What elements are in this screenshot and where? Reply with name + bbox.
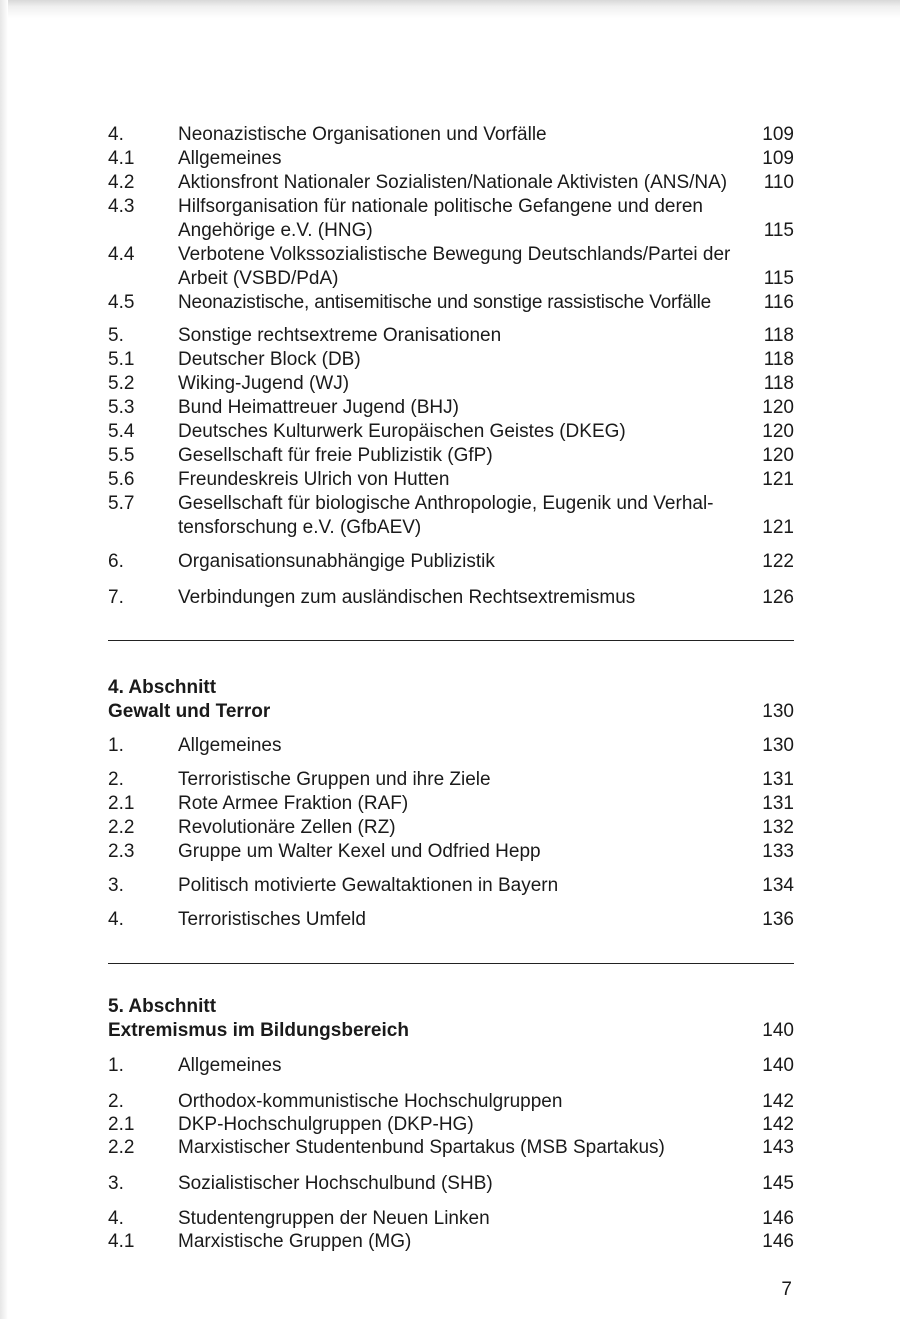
- entry-page: 120: [762, 445, 794, 466]
- entry-page: 145: [762, 1173, 794, 1194]
- entry-number: 2.1: [108, 1114, 135, 1135]
- entry-title: Allgemeines: [178, 1055, 282, 1076]
- entry-number: 4.3: [108, 196, 135, 217]
- entry-title: Neonazistische Organisationen und Vorfälle: [178, 124, 547, 145]
- entry-title: Freundeskreis Ulrich von Hutten: [178, 469, 450, 490]
- entry-title: Rote Armee Fraktion (RAF): [178, 793, 409, 814]
- entry-number: 5.: [108, 325, 124, 346]
- entry-title: Allgemeines: [178, 148, 282, 169]
- entry-number: 4.1: [108, 148, 135, 169]
- section-label-text: 5. Abschnitt: [108, 996, 217, 1017]
- entry-page: 143: [762, 1137, 794, 1158]
- entry-number: 5.2: [108, 373, 135, 394]
- entry-title: Neonazistische, antisemitische und sonstige rassistische Vorfälle: [178, 292, 711, 313]
- entry-page: 120: [762, 421, 794, 442]
- entry-page: 116: [763, 292, 794, 313]
- entry-title: Revolutionäre Zellen (RZ): [178, 817, 396, 838]
- entry-page: 140: [762, 1055, 794, 1076]
- entry-title: Organisationsunabhängige Publizistik: [178, 551, 495, 572]
- entry-number: 4.1: [108, 1231, 135, 1252]
- entry-title: Deutsches Kulturwerk Europäischen Geistes (DKEG): [178, 421, 626, 442]
- entry-page: 109: [762, 124, 794, 145]
- scan-edge-shadow: [0, 0, 900, 18]
- entry-number: 4.: [108, 124, 124, 145]
- section-label: [108, 676, 794, 700]
- entry-title: Verbotene Volkssozialistische Bewegung Deutschlands/Partei der: [178, 244, 731, 265]
- entry-page: 118: [763, 373, 794, 394]
- entry-number: 2.2: [108, 817, 135, 838]
- section-heading: [108, 700, 794, 724]
- entry-page: 136: [762, 909, 794, 930]
- section-heading-text: Extremismus im Bildungsbereich: [108, 1020, 409, 1041]
- entry-page: 142: [762, 1091, 794, 1112]
- entry-title: Studentengruppen der Neuen Linken: [178, 1208, 490, 1229]
- entry-page: 131: [762, 769, 794, 790]
- entry-page: 132: [762, 817, 794, 838]
- entry-page: 142: [762, 1114, 794, 1135]
- entry-title: Marxistische Gruppen (MG): [178, 1231, 412, 1252]
- entry-number: 2.: [108, 769, 124, 790]
- entry-number: 5.7: [108, 493, 135, 514]
- entry-title: Bund Heimattreuer Jugend (BHJ): [178, 397, 459, 418]
- entry-page: 146: [762, 1208, 794, 1229]
- section-page: 130: [762, 701, 794, 722]
- entry-title: Marxistischer Studentenbund Spartakus (MSB Spartakus): [178, 1137, 665, 1158]
- entry-page: 146: [762, 1231, 794, 1252]
- entry-title: Allgemeines: [178, 735, 282, 756]
- entry-page: 131: [762, 793, 794, 814]
- entry-title-line2: tensforschung e.V. (GfbAEV): [178, 517, 422, 538]
- entry-title: DKP-Hochschulgruppen (DKP-HG): [178, 1114, 474, 1135]
- entry-title: Sozialistischer Hochschulbund (SHB): [178, 1173, 493, 1194]
- entry-number: 1.: [108, 1055, 124, 1076]
- section-label: [108, 995, 794, 1019]
- entry-title: Deutscher Block (DB): [178, 349, 361, 370]
- entry-title-line2: Angehörige e.V. (HNG): [178, 220, 373, 241]
- entry-page: 115: [763, 268, 794, 289]
- entry-page: 121: [762, 469, 794, 490]
- entry-number: 4.: [108, 1208, 124, 1229]
- section-label-text: 4. Abschnitt: [108, 677, 217, 698]
- entry-number: 5.3: [108, 397, 135, 418]
- scan-side-shadow: [0, 0, 8, 1319]
- entry-number: 4.2: [108, 172, 135, 193]
- entry-title: Hilfsorganisation für nationale politische Gefangene und deren: [178, 196, 703, 217]
- entry-number: 5.4: [108, 421, 135, 442]
- entry-number: 2.: [108, 1091, 124, 1112]
- entry-title: Aktionsfront Nationaler Sozialisten/Nationale Aktivisten (ANS/NA): [178, 172, 728, 193]
- section-heading: [108, 1019, 794, 1043]
- entry-page: 115: [763, 220, 794, 241]
- entry-number: 2.3: [108, 841, 135, 862]
- entry-title: Terroristische Gruppen und ihre Ziele: [178, 769, 491, 790]
- entry-title: Wiking-Jugend (WJ): [178, 373, 350, 394]
- entry-page: 120: [762, 397, 794, 418]
- entry-page: 130: [762, 735, 794, 756]
- entry-title: Gruppe um Walter Kexel und Odfried Hepp: [178, 841, 541, 862]
- page-number: 7: [781, 1279, 792, 1300]
- entry-title: Terroristisches Umfeld: [178, 909, 366, 930]
- entry-title: Gesellschaft für freie Publizistik (GfP): [178, 445, 493, 466]
- entry-title: Orthodox-kommunistische Hochschulgruppen: [178, 1091, 563, 1112]
- entry-number: 3.: [108, 875, 124, 896]
- entry-number: 6.: [108, 551, 124, 572]
- section-divider: [108, 963, 794, 964]
- entry-number: 1.: [108, 735, 124, 756]
- entry-number: 5.6: [108, 469, 135, 490]
- entry-number: 5.1: [108, 349, 135, 370]
- entry-page: 109: [762, 148, 794, 169]
- entry-page: 118: [763, 325, 794, 346]
- entry-number: 3.: [108, 1173, 124, 1194]
- entry-title: Politisch motivierte Gewaltaktionen in Bayern: [178, 875, 559, 896]
- entry-page: 121: [762, 517, 794, 538]
- section-divider: [108, 640, 794, 641]
- entry-number: 2.2: [108, 1137, 135, 1158]
- section-page: 140: [762, 1020, 794, 1041]
- entry-number: 5.5: [108, 445, 135, 466]
- entry-title: Sonstige rechtsextreme Oranisationen: [178, 325, 502, 346]
- entry-page: 133: [762, 841, 794, 862]
- entry-number: 4.5: [108, 292, 135, 313]
- entry-number: 4.4: [108, 244, 135, 265]
- section-heading-text: Gewalt und Terror: [108, 701, 271, 722]
- entry-number: 2.1: [108, 793, 135, 814]
- entry-page: 110: [763, 172, 794, 193]
- entry-page: 118: [763, 349, 794, 370]
- entry-number: 7.: [108, 587, 124, 608]
- entry-page: 126: [762, 587, 794, 608]
- entry-page: 122: [762, 551, 794, 572]
- entry-title: Gesellschaft für biologische Anthropologie, Eugenik und Verhal-: [178, 493, 714, 514]
- entry-title-line2: Arbeit (VSBD/PdA): [178, 268, 339, 289]
- entry-title: Verbindungen zum ausländischen Rechtsextremismus: [178, 587, 636, 608]
- entry-number: 4.: [108, 909, 124, 930]
- entry-page: 134: [762, 875, 794, 896]
